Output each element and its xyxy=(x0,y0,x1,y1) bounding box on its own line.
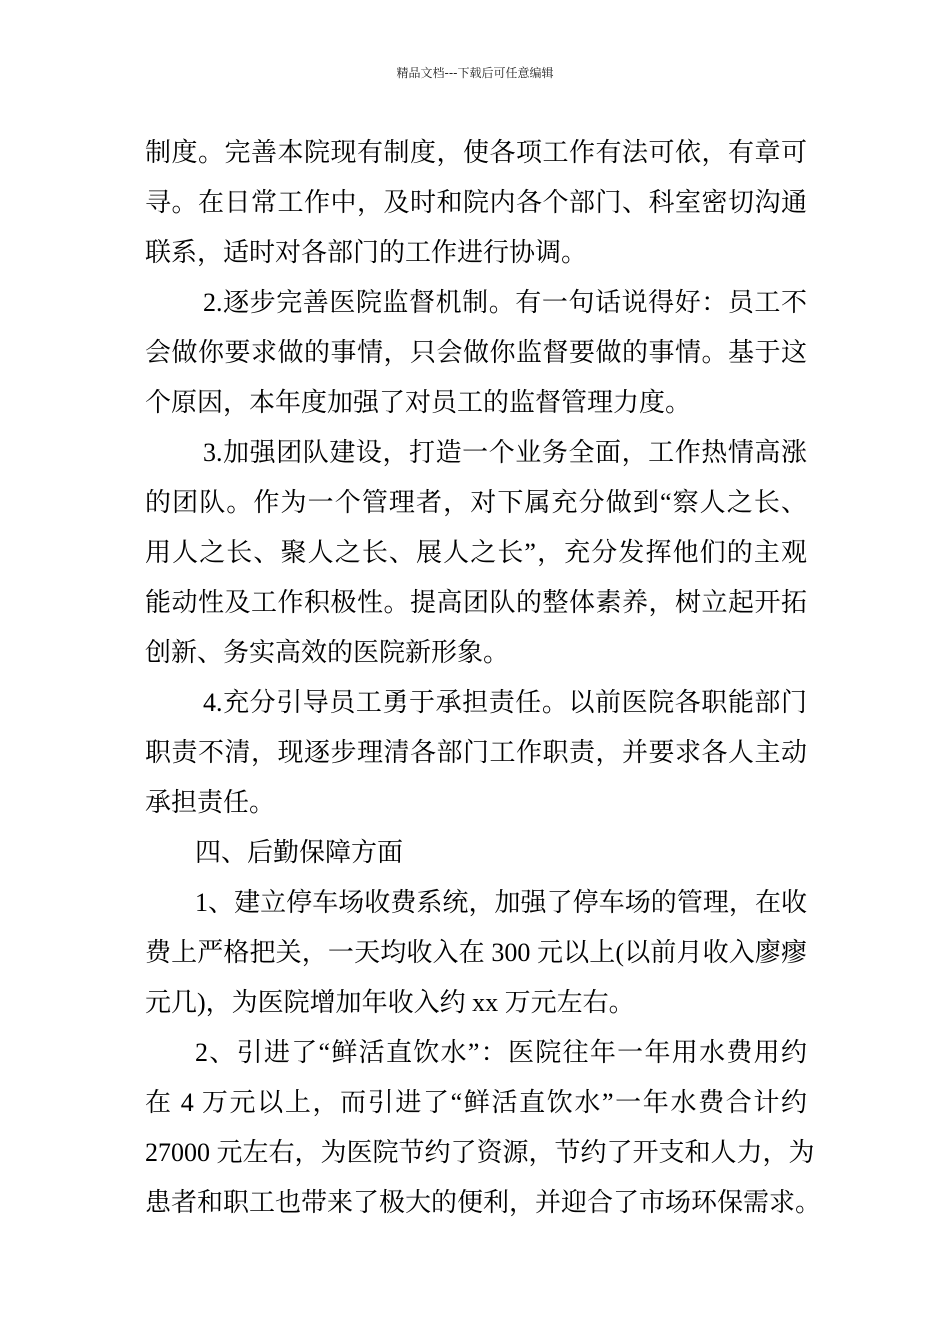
text-line: 3.加强团队建设，打造一个业务全面，工作热情高涨 xyxy=(203,438,807,467)
text-line: 费上严格把关，一天均收入在 300 元以上(以前月收入廖瘳 xyxy=(145,938,807,967)
text-line: 制度。完善本院现有制度，使各项工作有法可依，有章可 xyxy=(145,138,807,167)
text-line: 承担责任。 xyxy=(145,788,276,817)
page-header: 精品文档---下载后可任意编辑 xyxy=(396,66,554,80)
document-body xyxy=(145,128,822,1228)
text-line: 寻。在日常工作中，及时和院内各个部门、科室密切沟通 xyxy=(145,188,807,217)
text-line: 四、后勤保障方面 xyxy=(195,838,404,867)
text-line: 4.充分引导员工勇于承担责任。以前医院各职能部门 xyxy=(203,688,807,717)
text-line: 的团队。作为一个管理者，对下属充分做到“察人之长、 xyxy=(145,488,807,517)
text-line: 用人之长、聚人之长、展人之长”，充分发挥他们的主观 xyxy=(145,538,807,567)
text-line: 职责不清，现逐步理清各部门工作职责，并要求各人主动 xyxy=(145,738,807,767)
text-line: 2、引进了“鲜活直饮水”：医院往年一年用水费用约 xyxy=(195,1038,807,1067)
text-line: 患者和职工也带来了极大的便利，并迎合了市场环保需求。 xyxy=(145,1188,822,1217)
text-line: 27000 元左右，为医院节约了资源，节约了开支和人力，为 xyxy=(145,1138,815,1167)
text-line: 创新、务实高效的医院新形象。 xyxy=(145,638,510,667)
text-line: 能动性及工作积极性。提高团队的整体素养，树立起开拓 xyxy=(145,588,807,617)
text-line: 会做你要求做的事情，只会做你监督要做的事情。基于这 xyxy=(145,338,807,367)
text-line: 1、建立停车场收费系统，加强了停车场的管理，在收 xyxy=(195,888,807,917)
text-line: 在 4 万元以上，而引进了“鲜活直饮水”一年水费合计约 xyxy=(145,1088,807,1117)
text-line: 2.逐步完善医院监督机制。有一句话说得好：员工不 xyxy=(203,288,807,317)
text-line: 个原因，本年度加强了对员工的监督管理力度。 xyxy=(145,388,692,417)
text-line: 元几)，为医院增加年收入约 xx 万元左右。 xyxy=(145,988,635,1017)
text-line: 联系，适时对各部门的工作进行协调。 xyxy=(145,238,588,267)
